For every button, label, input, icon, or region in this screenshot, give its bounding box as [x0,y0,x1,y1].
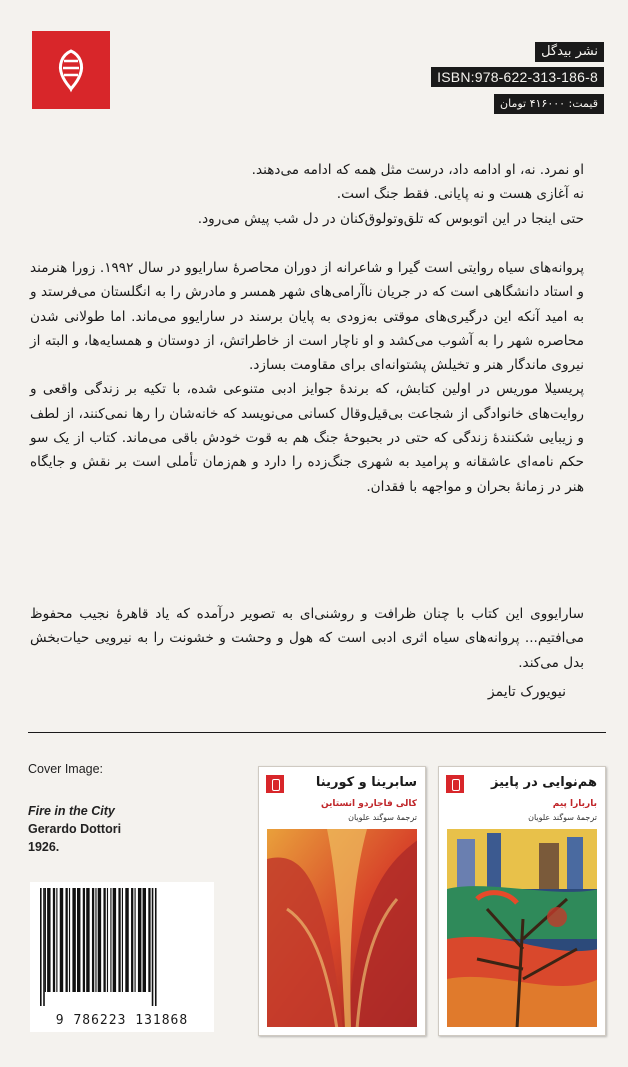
barcode-bar [110,888,111,992]
cover-artist: Gerardo Dottori [28,822,122,836]
barcode-bar [92,888,94,992]
intro-line: او نمرد. نه، او ادامه داد، درست مثل همه که ادامه می‌دهند. [251,162,584,178]
barcode-bar [98,888,101,992]
barcode-bar [138,888,141,992]
related-book-author: باربارا پیم [552,799,597,809]
barcode-number: 9 786223 131868 [55,1013,189,1028]
barcode-bar [86,888,89,992]
quote-source: نیویورک تایمز [487,684,566,700]
price: قیمت: ۴۱۶۰۰۰ تومان [494,94,604,114]
barcode-guard-bar [155,888,157,1006]
mini-publisher-logo-icon [446,775,464,793]
cover-artwork-title: Fire in the City [28,804,115,818]
barcode-bar [118,888,120,992]
publisher-info-box [399,40,604,119]
publisher-logo [32,31,110,109]
barcode-bar [135,888,136,992]
barcode-bar [125,888,128,992]
related-book-title: هم‌نوایی در پاییز [491,775,597,790]
barcode-bar [131,888,133,992]
intro-line: حتی اینجا در این اتوبوس که تلق‌وتولوق‌کنان در دل شب پیش می‌رود. [197,210,584,227]
intro-line: نه آغازی هست و نه پایانی. فقط جنگ است. [336,186,584,203]
divider [28,732,606,733]
barcode-bar [69,888,70,992]
related-book-translator: ترجمهٔ سوگند علویان [348,813,417,822]
description-paragraph: پریسیلا موریس در اولین کتابش، که برندهٔ جوایز ادبی متنوعی شده، با تکیه بر زندگی واقعی و روایت‌های خانوادگی از شجاعت بی‌قیل‌وقال کسانی می‌نویسد که خانه‌شان را رها نمی‌کنند، از لطف و زیبایی شکنندهٔ زندگی که حتی در بحبوحهٔ جنگ هم به قوت خودش باقی می‌ماند. کتاب از یک سو حکم نامه‌ای عاشقانه و پرامید به شهری جنگ‌زده را دارد و هم‌زمان تأملی است بر نقش و جایگاه هنر در زمانهٔ بحران و مواجهه با فقدان. [30,381,584,495]
cover-artwork [267,829,417,1027]
book-description [30,256,584,499]
intro-excerpt [30,158,584,231]
barcode-bar [148,888,150,992]
barcode-bar [60,888,63,992]
barcode-bar [77,888,80,992]
related-book-cover [258,766,426,1036]
cover-year: 1926. [28,840,60,854]
barcode-bar [113,888,116,992]
barcode-bar [122,888,123,992]
cover-artwork [447,829,597,1027]
barcode-bar [107,888,108,992]
barcode-guard-bar [152,888,154,1006]
review-quote [30,602,584,675]
isbn: ISBN:978-622-313-186-8 [431,67,604,87]
description-paragraph: پروانه‌های سیاه روایتی است گیرا و شاعرانه از دوران محاصرهٔ سارایوو در سال ۱۹۹۲. زورا هنرمند و استاد دانشگاهی است که در جریان ناآرامی‌های شهر همسر و مادرش را به انگلستان می‌فرستد و به امید آنکه این درگیری‌های موقتی به‌زودی به پایان برسند در سارایوو می‌ماند. اما طولانی شدن محاصره شهر را به آشوب می‌کشد و او ناچار است از خاطراتش، از دوستان و همسایه‌ها، و البته از نیروی ماندگار هنر و تخیلش پشتوانه‌ای برای مقاومت بسازد. [30,260,584,374]
barcode-bar [103,888,105,992]
cover-caption: Cover Image: [28,762,104,776]
cover-image-credit [28,760,121,856]
barcode-guard-bar [40,888,42,1006]
related-book-translator: ترجمهٔ سوگند علویان [528,813,597,822]
related-book-cover [438,766,606,1036]
barcode-bar [45,888,46,992]
barcode-bars [40,888,206,1006]
mini-publisher-logo-icon [266,775,284,793]
barcode-bar [66,888,68,992]
barcode-bar [53,888,55,992]
quote-text: سارایووی این کتاب با چنان ظرافت و روشنی‌ای به تصویر درآمده که یاد قاهرهٔ نجیب محفوظ می‌افتیم... پروانه‌های سیاه اثری ادبی است که هول و وحشت و خشونت را به نیرویی حیات‌بخش بدل می‌کند. [30,606,584,671]
barcode-bar [83,888,85,992]
publisher-logo-icon [32,31,110,109]
barcode-bar [143,888,146,992]
barcode-guard-bar [43,888,45,1006]
barcode-bar [47,888,50,992]
barcode-bar [95,888,96,992]
barcode-bar [56,888,57,992]
related-book-title: سابرینا و کورینا [315,775,417,790]
publisher-name: نشر بیدگل [535,42,604,62]
barcode-bar [72,888,75,992]
related-book-author: کالی فاجاردو انستاین [320,799,417,809]
barcode [30,882,214,1032]
